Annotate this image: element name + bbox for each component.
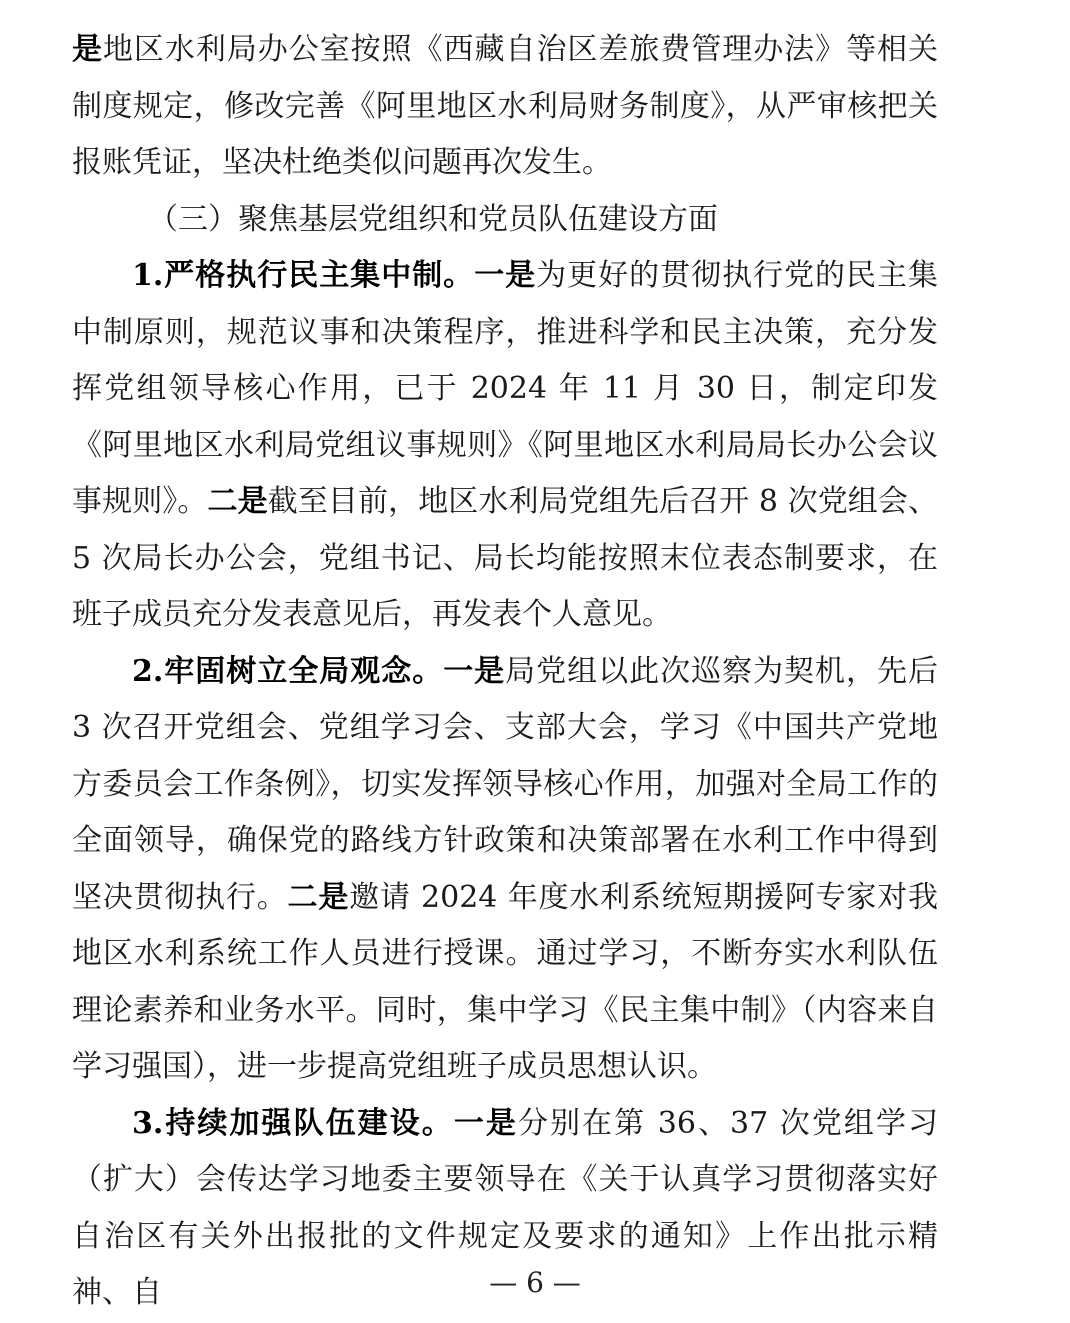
- document-body: [72, 22, 938, 1322]
- lead-label: 二是: [287, 879, 350, 915]
- paragraph-text: 邀请 2024 年度水利系统短期援阿专家对我地区水利系统工作人员进行授课。通过学习，不断夯实水利队伍理论素养和业务水平。同时，集中学习《民主集中制》（内容来自学习强国），进一步提高党组班子成员思想认识。: [72, 879, 939, 1084]
- paragraph-item-2: [72, 644, 938, 1096]
- paragraph-text: 截至目前，地区水利局党组先后召开 8 次党组会、5 次局长办公会，党组书记、局长均能按照末位表态制要求，在班子成员充分发表意见后，再发表个人意见。: [72, 484, 939, 632]
- item-title: 3.持续加强队伍建设。: [132, 1105, 454, 1141]
- paragraph-intro: [72, 22, 938, 192]
- lead-label: 二是: [207, 484, 268, 519]
- paragraph-item-1: [72, 248, 938, 644]
- item-title: 1.严格执行民主集中制。: [132, 258, 475, 293]
- item-title: 2.牢固树立全局观念。: [132, 653, 444, 689]
- lead-label: 是: [72, 32, 103, 67]
- lead-label: 一是: [474, 258, 537, 293]
- lead-label: 一是: [453, 1105, 518, 1141]
- lead-label: 一是: [443, 653, 506, 689]
- section-heading: （三）聚焦基层党组织和党员队伍建设方面: [148, 201, 718, 237]
- paragraph-text: 为更好的贯彻执行党的民主集中制原则，规范议事和决策程序，推进科学和民主决策，充分发挥党组领导核心作用，已于 2024 年 11 月 30 日，制定印发《阿里地区水利局党组议事规则》《阿里地区水利局局长办公会议事规则》。: [72, 258, 939, 519]
- paragraph-text: 分别在第 36、37 次党组学习（扩大）会传达学习地委主要领导在《关于认真学习贯彻落实好自治区有关外出报批的文件规定及要求的通知》上作出批示精神、自: [72, 1105, 938, 1310]
- paragraph-text: 地区水利局办公室按照《西藏自治区差旅费管理办法》等相关制度规定，修改完善《阿里地区水利局财务制度》，从严审核把关报账凭证，坚决杜绝类似问题再次发生。: [72, 32, 939, 180]
- page-number: — 6 —: [489, 1266, 581, 1299]
- paragraph-text: 局党组以此次巡察为契机，先后 3 次召开党组会、党组学习会、支部大会，学习《中国共产党地方委员会工作条例》，切实发挥领导核心作用，加强对全局工作的全面领导，确保党的路线方针政策和决策部署在水利工作中得到坚决贯彻执行。: [72, 653, 939, 915]
